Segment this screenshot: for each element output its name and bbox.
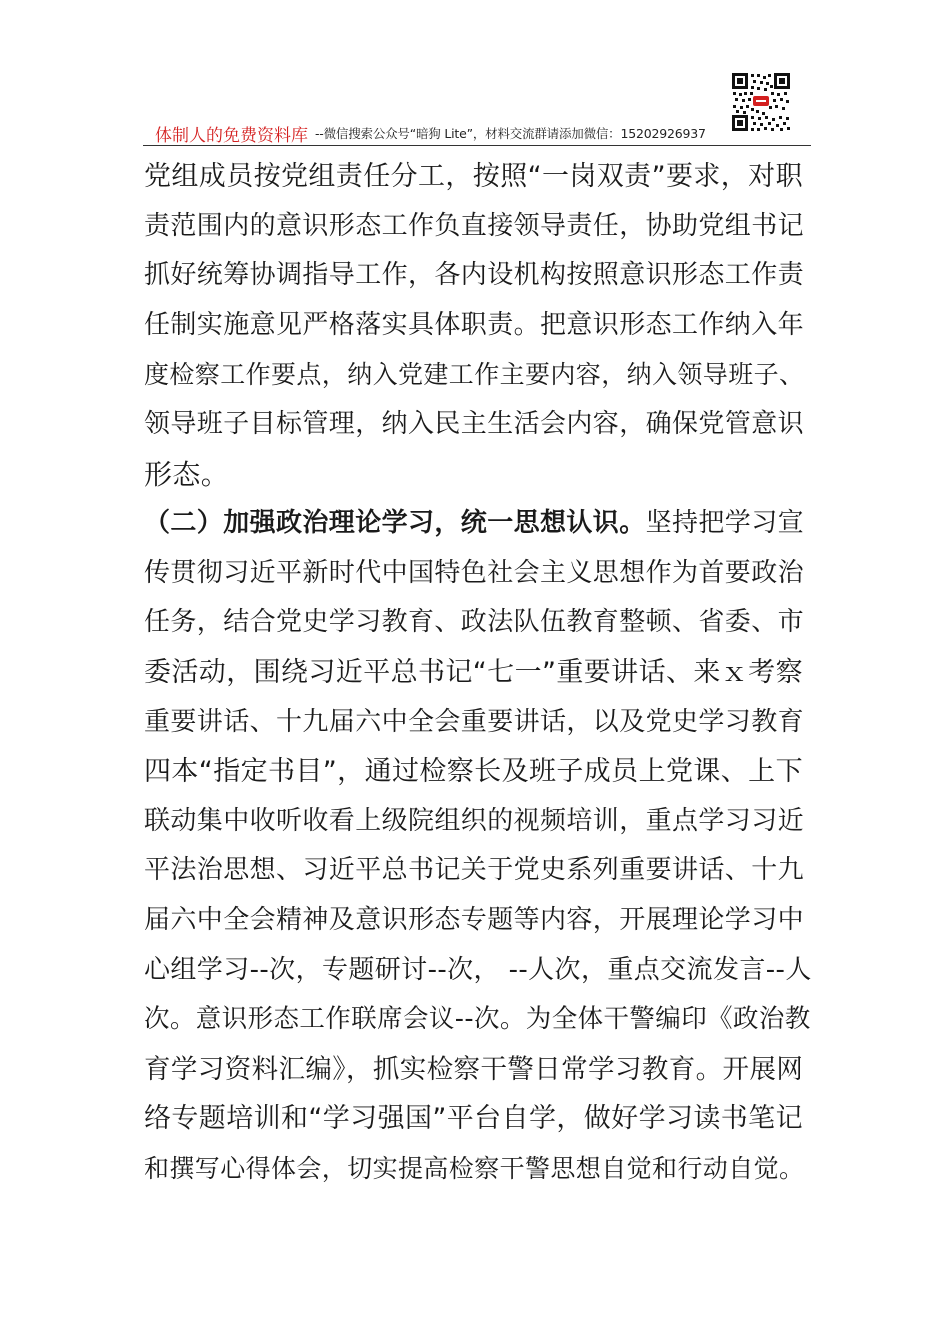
body-line: 度检察工作要点，纳入党建工作主要内容，纳入领导班子、 [144, 360, 805, 390]
body-line: 责范围内的意识形态工作负直接领导责任，协助党组书记 [144, 210, 805, 241]
section-heading-rest: 坚持把学习宣 [645, 508, 805, 539]
body-line: 次。意识形态工作联席会议--次。为全体干警编印《政治教 [144, 1004, 811, 1035]
document-body [144, 152, 812, 1193]
header-note: --微信搜索公众号“暗狗 Lite”，材料交流群请添加微信：15202926937 [315, 126, 706, 141]
body-line: 育学习资料汇编》，抓实检察干警日常学习教育。开展网 [144, 1053, 804, 1085]
body-line: 传贯彻习近平新时代中国特色社会主义思想作为首要政治 [144, 557, 805, 588]
body-line: 联动集中收听收看上级院组织的视频培训，重点学习习近 [144, 805, 805, 836]
body-line: 形态。 [144, 457, 230, 491]
section-heading-line [144, 499, 812, 549]
header-brand: 体制人的免费资料库 [155, 126, 308, 146]
body-line: 和撰写心得体会，切实提高检察干警思想自觉和行动自觉。 [144, 1153, 805, 1183]
page-header [143, 120, 811, 146]
body-line: 届六中全会精神及意识形态专题等内容，开展理论学习中 [144, 904, 805, 935]
body-line: 领导班子目标管理，纳入民主生活会内容，确保党管意识 [144, 408, 805, 439]
body-line: 任制实施意见严格落实具体职责。把意识形态工作纳入年 [144, 309, 805, 340]
body-line: 抓好统筹协调指导工作，各内设机构按照意识形态工作责 [144, 260, 805, 291]
body-line: 四本“指定书目”，通过检察长及班子成员上党课、上下 [144, 756, 803, 788]
body-line: 重要讲话、十九届六中全会重要讲话，以及党史学习教育 [144, 706, 805, 737]
body-line: 心组学习--次，专题研讨--次， --人次，重点交流发言--人 [144, 954, 812, 985]
header-divider [143, 145, 811, 146]
body-line: 络专题培训和“学习强国”平台自学，做好学习读书笔记 [144, 1103, 803, 1135]
body-line: 任务，结合党史学习教育、政法队伍教育整顿、省委、市 [144, 607, 805, 638]
body-line: 平法治思想、习近平总书记关于党史系列重要讲话、十九 [144, 855, 805, 886]
body-line: 党组成员按党组责任分工，按照“一岗双责”要求，对职 [144, 161, 803, 192]
section-heading: （二）加强政治理论学习，统一思想认识。 [144, 508, 646, 539]
body-line: 委活动，围绕习近平总书记“七一”重要讲话、来ｘ考察 [144, 656, 803, 688]
